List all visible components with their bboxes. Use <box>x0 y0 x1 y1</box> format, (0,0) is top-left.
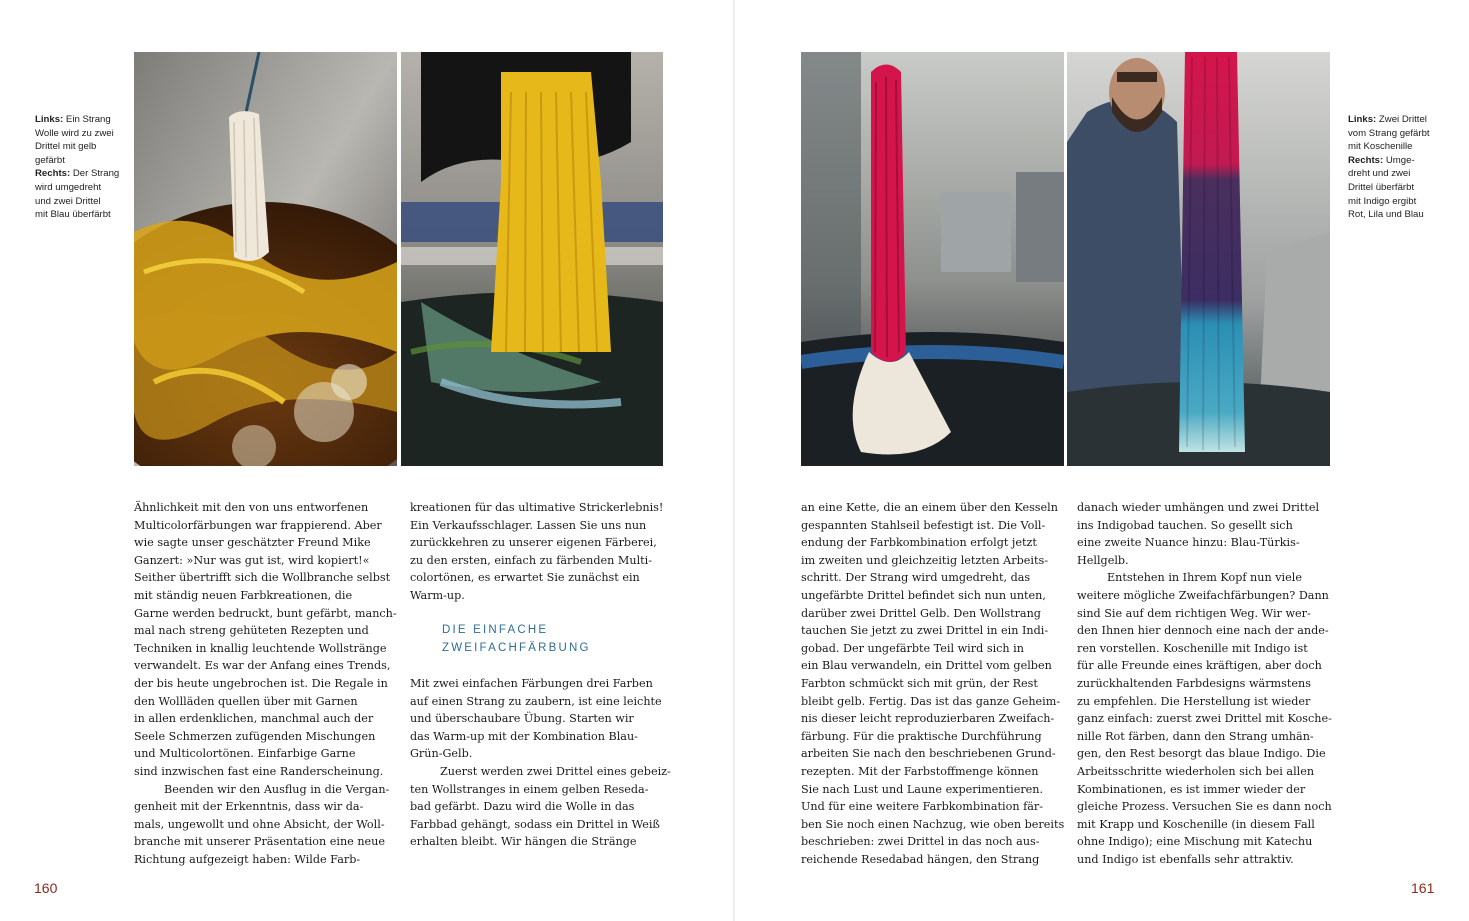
text-line: Ähnlichkeit mit den von uns entworfenen <box>134 501 369 514</box>
text-line: zurückkehren zu unserer eigenen Färberei, <box>410 536 657 550</box>
text-line: Techniken in knallig leuchtende Wollstränge <box>134 641 387 655</box>
caption-line: wird umgedreht <box>35 181 102 193</box>
text-line: sind inzwischen fast eine Randerscheinung. <box>134 764 384 778</box>
text-line: den Wollläden quellen über mit Garnen <box>134 694 358 708</box>
text-line: und überschaubare Übung. Starten wir <box>410 712 634 726</box>
text-line: Entstehen in Ihrem Kopf nun viele <box>1107 571 1302 585</box>
text-line: in allen erdenklichen, manchmal auch der <box>134 712 374 726</box>
caption-line: Links: Ein Strang <box>35 114 111 125</box>
caption-line: Rot, Lila und Blau <box>1348 209 1424 221</box>
text-line: Farbbad gehängt, sodass ein Drittel in Weiß <box>410 817 660 831</box>
page-number-right: 161 <box>1411 880 1435 896</box>
text-line: genheit mit der Erkenntnis, dass wir da- <box>134 800 364 814</box>
caption-line: Drittel überfärbt <box>1348 181 1415 193</box>
text-line: Arbeitsschritte wiederholen sich bei allen <box>1077 764 1315 778</box>
text-line: reichende Resedabad hängen, den Strang <box>801 852 1040 866</box>
right-text-column-2 <box>1077 499 1339 868</box>
text-line: ben Sie noch einen Nachzug, wie oben bereits <box>801 817 1065 831</box>
text-line: ten Wollstranges in einem gelben Reseda- <box>410 782 649 796</box>
text-line: zurückhaltenden Farbdesigns wärmstens <box>1077 676 1311 690</box>
text-line: kreationen für das ultimative Strickerlebnis! <box>410 501 664 514</box>
caption-line: und zwei Drittel <box>35 195 101 207</box>
heading-line: DIE EINFACHE <box>442 624 549 637</box>
text-line: färbung. Für die praktische Durchführung <box>801 729 1042 743</box>
text-line: endung der Farbkombination erfolgt jetzt <box>801 536 1037 550</box>
text-line: auf einen Strang zu zaubern, ist eine leichte <box>410 694 662 708</box>
text-line: und Indigo ist ebenfalls sehr attraktiv. <box>1077 852 1294 866</box>
text-line: an eine Kette, die an einem über den Kesseln <box>801 501 1058 514</box>
heading-line: ZWEIFACHFÄRBUNG <box>442 641 591 654</box>
text-line: das Warm-up mit der Kombination Blau- <box>410 729 638 743</box>
text-line: Multicolorfärbungen war frappierend. Aber <box>134 518 382 532</box>
text-line: Seither übertrifft sich die Wollbranche selbst <box>134 571 391 585</box>
caption-line: mit Indigo ergibt <box>1348 195 1417 207</box>
text-line: Grün-Gelb. <box>410 747 473 761</box>
text-line: mit ständig neuen Farbkreationen, die <box>134 588 353 602</box>
text-line: Mit zwei einfachen Färbungen drei Farben <box>410 676 653 690</box>
text-line: Sie nach Lust und Laune experimentieren. <box>801 782 1044 796</box>
text-line: gen, den Rest besorgt das blaue Indigo. Die <box>1077 747 1326 761</box>
text-line: mal nach streng gehüteten Rezepten und <box>134 624 369 638</box>
text-line: Richtung aufgezeigt haben: Wilde Farb- <box>134 852 361 866</box>
caption-line: mit Blau überfärbt <box>35 209 111 221</box>
text-line: und Multicolortönen. Einfarbige Garne <box>134 747 356 761</box>
text-line: tauchen Sie jetzt zu zwei Drittel in ein Indi- <box>801 624 1049 638</box>
caption-line: Wolle wird zu zwei <box>35 127 114 139</box>
left-text-column-1 <box>134 499 396 868</box>
text-line: schritt. Der Strang wird umgedreht, das <box>801 571 1031 585</box>
caption-line: Links: Zwei Drittel <box>1348 114 1427 125</box>
left-text-column-2 <box>410 499 672 851</box>
text-line: zu den ersten, einfach zu färbenden Multi- <box>410 553 653 567</box>
text-line: branche mit unserer Präsentation eine neue <box>134 835 385 849</box>
text-line: verwandelt. Es war der Anfang eines Trends, <box>134 659 391 673</box>
text-line: Zuerst werden zwei Drittel eines gebeiz- <box>440 764 671 778</box>
photo-yellow-dye-bath <box>134 52 397 466</box>
text-line: Und für eine weitere Farbkombination fär- <box>801 800 1044 814</box>
text-line: gespannten Stahlseil befestigt ist. Die Voll- <box>801 518 1046 532</box>
caption-line: mit Koschenille <box>1348 141 1413 153</box>
text-line: gobad. Der ungefärbte Teil wird sich in <box>801 641 1024 655</box>
caption-line: Drittel mit gelb <box>35 141 97 153</box>
text-line: sind Sie auf dem richtigen Weg. Wir wer- <box>1077 606 1311 620</box>
text-line: erhalten bleibt. Wir hängen die Stränge <box>410 835 637 849</box>
text-line: eine zweite Nuance hinzu: Blau-Türkis- <box>1077 536 1300 550</box>
text-line: Seele Schmerzen zufügenden Mischungen <box>134 729 376 743</box>
text-line: Garne werden bedruckt, bunt gefärbt, manch- <box>134 606 397 620</box>
right-photo-caption <box>1348 113 1444 222</box>
text-line: Ganzert: »Nur was gut ist, wird kopiert!« <box>134 553 370 567</box>
text-line: Farbton schmückt sich mit grün, der Rest <box>801 676 1038 690</box>
text-line: Ein Verkaufsschlager. Lassen Sie uns nun <box>410 518 647 532</box>
photo-red-purple-blue-skein <box>1067 52 1330 466</box>
text-line: nis dieser leicht reproduzierbaren Zweifach- <box>801 712 1055 726</box>
text-line: ein Blau verwandeln, ein Drittel vom gelben <box>801 659 1052 673</box>
caption-line: Rechts: Umge- <box>1348 154 1415 166</box>
text-line: Warm-up. <box>410 588 465 602</box>
text-line: mals, ungewollt und ohne Absicht, der Woll- <box>134 817 385 831</box>
caption-line: dreht und zwei <box>1348 168 1411 180</box>
photo-yellow-skein-held <box>401 52 663 466</box>
text-line: nille Rot färben, dann den Strang umhän- <box>1077 729 1314 743</box>
caption-line: Rechts: Der Strang <box>35 168 120 180</box>
text-line: rezepten. Mit der Farbstoffmenge können <box>801 764 1039 778</box>
page-number-left: 160 <box>34 880 58 896</box>
text-line: colortönen, es erwartet Sie zunächst ein <box>410 571 640 585</box>
text-line: Kombinationen, es ist immer wieder der <box>1077 782 1306 796</box>
text-line: wie sagte unser geschätzter Freund Mike <box>134 536 371 550</box>
photo-red-skein-on-kettle <box>801 52 1064 466</box>
text-line: mit Krapp und Koschenille (in diesem Fall <box>1077 817 1315 831</box>
text-line: Beenden wir den Ausflug in die Vergan- <box>164 782 390 796</box>
text-line: ungefärbte Drittel befindet sich nun unten, <box>801 588 1046 602</box>
text-line: für alle Freunde eines kräftigen, aber doch <box>1077 659 1322 673</box>
text-line: zu empfehlen. Die Herstellung ist wieder <box>1077 694 1311 708</box>
text-line: bleibt gelb. Fertig. Das ist das ganze Geheim- <box>801 694 1061 708</box>
caption-line: gefärbt <box>35 154 65 166</box>
left-page <box>0 0 734 921</box>
text-line: arbeiten Sie nach den beschriebenen Grund- <box>801 747 1056 761</box>
section-heading <box>410 622 672 657</box>
text-line: ins Indigobad tauchen. So gesellt sich <box>1077 518 1293 532</box>
text-line: danach wieder umhängen und zwei Drittel <box>1077 501 1320 514</box>
caption-line: vom Strang gefärbt <box>1348 127 1430 139</box>
text-line: Hellgelb. <box>1077 553 1129 567</box>
text-line: ohne Indigo); eine Mischung mit Katechu <box>1077 835 1313 849</box>
text-line: bad gefärbt. Dazu wird die Wolle in das <box>410 800 635 814</box>
text-line: darüber zwei Drittel Gelb. Den Wollstrang <box>801 606 1041 620</box>
right-page <box>734 0 1469 921</box>
text-line: beschrieben: zwei Drittel in das noch aus- <box>801 835 1040 849</box>
text-line: im zweiten und gleichzeitig letzten Arbeits- <box>801 553 1048 567</box>
text-line: ren vorstellen. Koschenille mit Indigo ist <box>1077 641 1308 655</box>
text-line: gleiche Prozess. Versuchen Sie es dann noch <box>1077 800 1332 814</box>
text-line: weitere mögliche Zweifachfärbungen? Dann <box>1077 588 1329 602</box>
right-text-column-1 <box>801 499 1063 868</box>
left-photo-caption <box>35 113 125 222</box>
text-line: der bis heute ungebrochen ist. Die Regale in <box>134 676 388 690</box>
text-line: den Ihnen hier dennoch eine nach der ande- <box>1077 624 1329 638</box>
text-line: ganz einfach: zuerst zwei Drittel mit Kosche- <box>1077 712 1332 726</box>
